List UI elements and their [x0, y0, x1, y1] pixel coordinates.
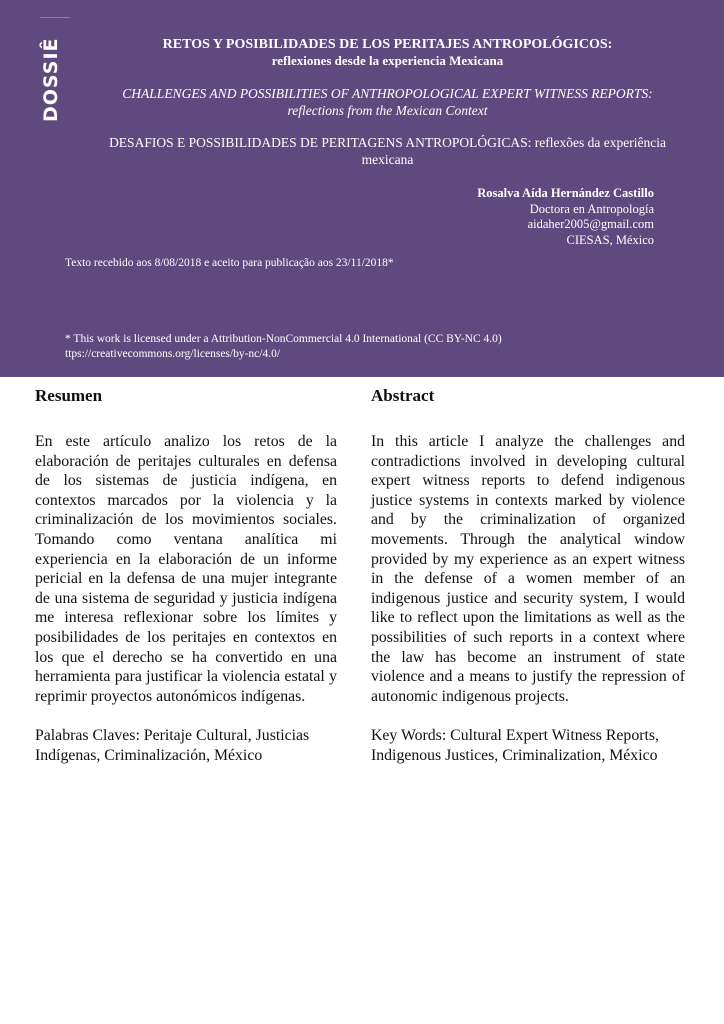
divider: [40, 17, 70, 18]
author-degree: Doctora en Antropología: [529, 201, 654, 216]
abstract-column: [371, 385, 685, 766]
abstract-body: In this article I analyze the challenges and contradictions involved in developing cultural expert witness reports to defend indigenous justice systems in contexts marked by violence and by the criminalization of organized movements. Through the analytical window provided by my experience as an expert witness in the defense of a women member of an indigenous justice and security system, I would like to reflect upon the limitations as well as the possibilities of such reports in a context where the law has become an instrument of state violence and a means to justify the repression of autonomic indigenous projects.: [371, 433, 685, 705]
resumen-body: En este artículo analizo los retos de la elaboración de peritajes culturales en defensa de los sistemas de justicia indígena, en contextos marcados por la violencia y la criminalización de los movimientos sociales. Tomando como ventana analítica mi experiencia en la elaboración de un informe pericial en la defensa de una mujer integrante de una sistema de seguridad y justicia indígena me interesa reflexionar sobre los límites y posibilidades de los peritajes en contextos en los que el derecho se ha convertido en una herramienta para justificar la violencia estatal y reprimir proyectos autonómicos indígenas.: [35, 433, 337, 705]
abstract-keywords: Key Words: Cultural Expert Witness Reports, Indigenous Justices, Criminalization, México: [371, 727, 659, 764]
article-header: [0, 0, 724, 377]
received-date: Texto recebido aos 8/08/2018 e aceito para publicação aos 23/11/2018*: [65, 257, 394, 269]
license-url: ttps://creativecommons.org/licenses/by-nc/4.0/: [65, 348, 281, 360]
author-name: Rosalva Aída Hernández Castillo: [477, 186, 654, 200]
license-text: * This work is licensed under a Attribution-NonCommercial 4.0 International (CC BY-NC 4.0): [65, 333, 502, 345]
resumen-keywords: Palabras Claves: Peritaje Cultural, Justicias Indígenas, Criminalización, México: [35, 727, 310, 764]
title-english: CHALLENGES AND POSSIBILITIES OF ANTHROPOLOGICAL EXPERT WITNESS REPORTS: reflections from the Mexican Context: [122, 86, 653, 118]
title-spanish: RETOS Y POSIBILIDADES DE LOS PERITAJES ANTROPOLÓGICOS:: [162, 37, 613, 52]
author-info: [477, 186, 654, 248]
author-affiliation: CIESAS, México: [566, 232, 654, 247]
resumen-column: [35, 385, 337, 766]
abstract-heading: Abstract: [371, 386, 435, 405]
section-label: DOSSIÊ: [40, 37, 62, 122]
author-email: aidaher2005@gmail.com: [527, 217, 654, 231]
subtitle-spanish: reflexiones desde la experiencia Mexicana: [271, 53, 504, 68]
license-note: [65, 332, 665, 362]
title-portuguese: DESAFIOS E POSSIBILIDADES DE PERITAGENS ANTROPOLÓGICAS: reflexões da experiência mexicana: [109, 135, 666, 167]
resumen-heading: Resumen: [35, 386, 103, 405]
